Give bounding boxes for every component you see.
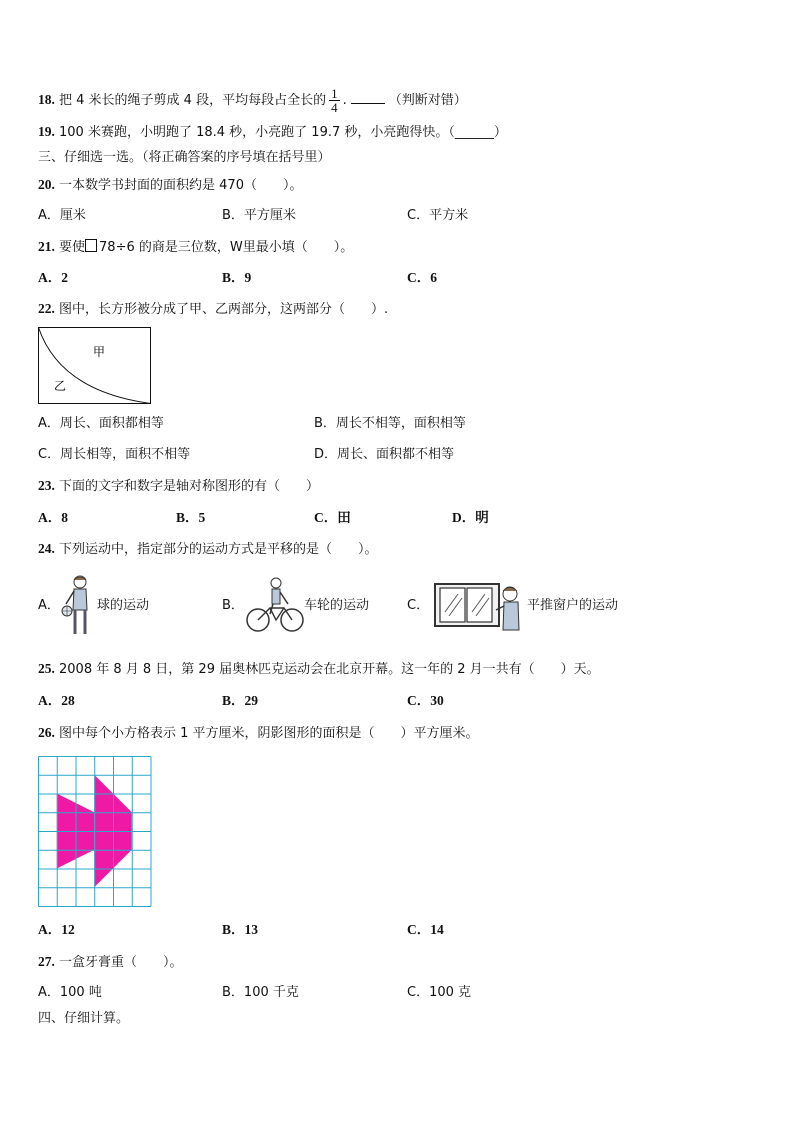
q23-option-a[interactable]: A．8 <box>38 510 68 525</box>
question-text: 图中每个小方格表示 1 平方厘米，阴影图形的面积是（ ）平方厘米。 <box>59 726 479 741</box>
question-number: 25. <box>38 661 55 676</box>
question-22 <box>38 300 388 319</box>
question-number: 21. <box>38 239 55 254</box>
question-24 <box>38 540 378 559</box>
question-number: 26. <box>38 725 55 740</box>
q20-option-b[interactable]: B．平方厘米 <box>222 208 296 223</box>
fraction-denominator: 4 <box>331 100 338 115</box>
q22-option-a[interactable]: A．周长、面积都相等 <box>38 416 164 431</box>
question-text: 2008 年 8 月 8 日，第 29 届奥林匹克运动会在北京开幕。这一年的 2 月一共有（ ）天。 <box>59 662 600 677</box>
q25-option-c[interactable]: C．30 <box>407 693 444 708</box>
q21-option-a[interactable]: A．2 <box>38 270 68 285</box>
q21-option-c[interactable]: C．6 <box>407 270 437 285</box>
question-text: 一盒牙膏重（ ）。 <box>59 955 183 970</box>
question-text: 下面的文字和数字是轴对称图形的有（ ） <box>59 479 320 494</box>
question-text-rest: 78÷6 的商是三位数，W里最小填（ ）。 <box>99 240 354 255</box>
q24-option-a-letter[interactable]: A． <box>38 598 60 613</box>
question-text: 要使 <box>59 240 86 255</box>
question-number: 24. <box>38 541 55 556</box>
bicycle-rider-icon <box>246 576 304 634</box>
q22-option-d[interactable]: D．周长、面积都不相等 <box>314 447 455 462</box>
q25-option-b[interactable]: B．29 <box>222 693 259 708</box>
q22-option-c[interactable]: C．周长相等，面积不相等 <box>38 447 191 462</box>
q26-option-b[interactable]: B．13 <box>222 922 259 937</box>
section-3-heading: 三、仔细选一选。（将正确答案的序号填在括号里） <box>38 150 331 165</box>
blank-square-box <box>85 239 97 252</box>
question-text: 把 4 米长的绳子剪成 4 段，平均每段占全长的 <box>59 93 327 108</box>
grid-lines <box>39 757 152 907</box>
question-text: 图中，长方形被分成了甲、乙两部分，这两部分（ ）. <box>59 302 389 317</box>
question-number: 20. <box>38 177 55 192</box>
question-21 <box>38 238 353 257</box>
q24-option-b-label: 车轮的运动 <box>304 598 370 613</box>
boy-bouncing-ball-icon <box>60 574 100 638</box>
q27-option-c[interactable]: C．100 克 <box>407 985 472 1000</box>
question-text-period: . <box>342 93 347 108</box>
q25-option-a[interactable]: A．28 <box>38 693 75 708</box>
q21-option-b[interactable]: B．9 <box>222 270 252 285</box>
question-18 <box>38 87 467 114</box>
sliding-window-icon <box>434 582 526 632</box>
label-jia: 甲 <box>93 345 106 359</box>
question-text: 下列运动中，指定部分的运动方式是平移的是（ ）。 <box>59 542 378 557</box>
answer-blank[interactable] <box>351 91 385 104</box>
question-26 <box>38 724 479 743</box>
q20-option-c[interactable]: C．平方米 <box>407 208 469 223</box>
question-text: 一本数学书封面的面积约是 470（ ）。 <box>59 178 303 193</box>
question-number: 27. <box>38 954 55 969</box>
question-number: 22. <box>38 301 55 316</box>
area-grid-figure <box>38 756 152 908</box>
question-suffix: （判断对错） <box>388 93 467 108</box>
question-number: 19. <box>38 124 55 139</box>
q20-option-a[interactable]: A．厘米 <box>38 208 86 223</box>
q24-option-c-letter[interactable]: C． <box>407 598 430 613</box>
section-4-heading: 四、仔细计算。 <box>38 1011 130 1026</box>
label-yi: 乙 <box>54 379 67 393</box>
q23-option-d[interactable]: D．明 <box>452 510 489 525</box>
question-27 <box>38 953 183 972</box>
q26-option-a[interactable]: A．12 <box>38 922 75 937</box>
fraction <box>329 87 340 114</box>
q22-option-b[interactable]: B．周长不相等，面积相等 <box>314 416 466 431</box>
question-20 <box>38 176 302 195</box>
q24-option-c-label: 平推窗户的运动 <box>527 598 619 613</box>
q23-option-b[interactable]: B．5 <box>176 510 206 525</box>
question-number: 18. <box>38 92 55 107</box>
q27-option-a[interactable]: A．100 吨 <box>38 985 102 1000</box>
q27-option-b[interactable]: B．100 千克 <box>222 985 299 1000</box>
question-number: 23. <box>38 478 55 493</box>
q26-option-c[interactable]: C．14 <box>407 922 444 937</box>
rectangle-divided-figure <box>38 327 152 405</box>
q24-option-a-label: 球的运动 <box>97 598 150 613</box>
question-19 <box>38 123 507 142</box>
question-25 <box>38 660 600 679</box>
fraction-numerator: 1 <box>331 86 338 101</box>
question-23 <box>38 477 319 496</box>
q23-option-c[interactable]: C．田 <box>314 510 351 525</box>
q24-option-b-letter[interactable]: B． <box>222 598 244 613</box>
question-text: 100 米赛跑，小明跑了 18.4 秒，小亮跑了 19.7 秒，小亮跑得快。（______） <box>59 125 507 140</box>
